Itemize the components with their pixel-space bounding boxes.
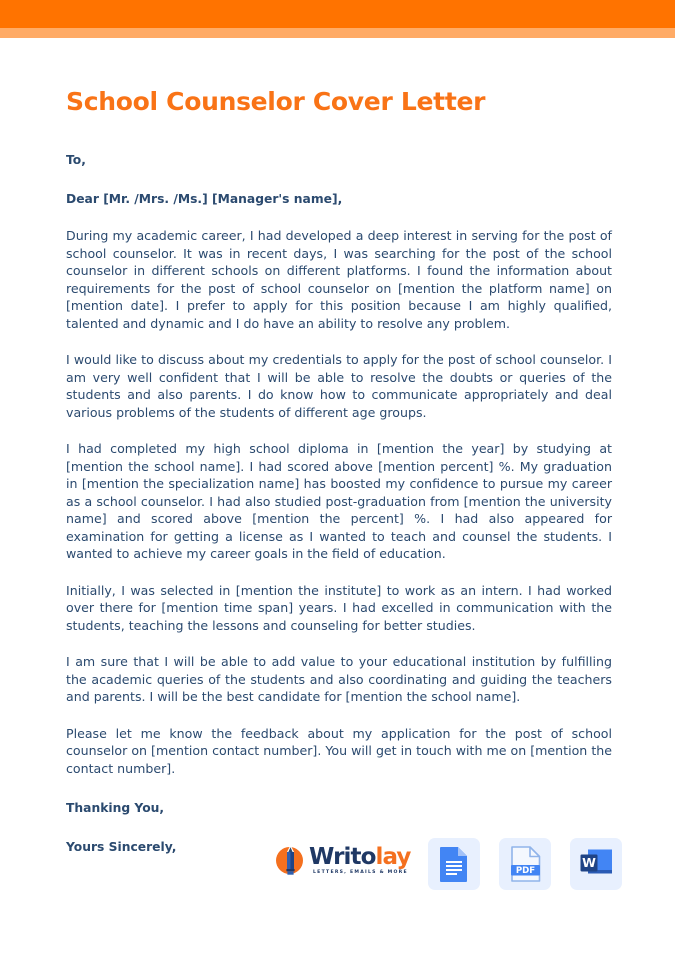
closing-yours-sincerely: Yours Sincerely, (66, 840, 177, 855)
logo-name-part1: Writo (309, 843, 376, 870)
logo-name-part2: lay (375, 843, 411, 870)
google-docs-icon (439, 846, 469, 882)
letter-paragraph: Please let me know the feedback about my application for the post of school counselor on [mention contact number]. You will get in touch with me on [mention the contact number]. (66, 725, 612, 776)
header-accent-bar (0, 0, 675, 28)
letter-paragraph: I had completed my high school diploma in [mention the year] by studying at [mention the school name]. I had scored above [mention percent] %. My graduation in [mention the specialization name] has boosted my confidence to pursue my career as a school counselor. I had also studied post-graduation from [mention the university name] and scored above [mention the percent] %. I had also appeared for examination for getting a license as I wanted to teach and counsel the students. I wanted to achieve my career goals in the field of education. (66, 441, 612, 562)
svg-text:PDF: PDF (515, 866, 535, 877)
logo-wordmark (309, 843, 411, 875)
letter-paragraph: During my academic career, I had developed a deep interest in serving for the post of school counselor. It was in recent days, I was searching for the post of the school counselor in different schools on different platforms. I found the information about requirements for the post of school counselor on [mention the platform name] on [mention date]. I prefer to apply for this position because I am highly qualified, talented and dynamic and I do have an ability to resolve any problem. (66, 228, 612, 331)
header-secondary-bar (0, 28, 675, 38)
letter-paragraph: I would like to discuss about my credentials to apply for the post of school counselor. I am very well confident that I will be able to resolve the doubts or queries of the students and also parents. I do know how to communicate appropriately and deal various problems of the students of different age groups. (66, 352, 612, 420)
writolay-logo[interactable] (276, 845, 411, 875)
logo-tagline: LETTERS, EMAILS & MORE (313, 869, 408, 875)
svg-text:W: W (581, 854, 596, 870)
download-word-button[interactable] (570, 838, 622, 890)
closing-thanking-you: Thanking You, (66, 801, 165, 816)
letter-paragraph: I am sure that I will be able to add value to your educational institution by fulfilling the academic queries of the students and also coordinating and guiding the teachers and parents. I will be the best candidate for [mention the school name]. (66, 654, 612, 705)
pdf-file-icon (510, 846, 541, 882)
download-pdf-button[interactable] (499, 838, 551, 890)
download-format-buttons (428, 838, 622, 890)
download-google-docs-button[interactable] (428, 838, 480, 890)
letter-paragraph: Initially, I was selected in [mention the institute] to work as an intern. I had worked over there for [mention time span] years. I had excelled in communication with the students, teaching the lessons and counseling for better studies. (66, 582, 612, 633)
page-title: School Counselor Cover Letter (66, 87, 486, 116)
word-document-icon (580, 848, 613, 881)
pencil-in-circle-icon (276, 845, 306, 875)
logo-name (309, 843, 411, 870)
document-body (0, 38, 675, 857)
pencil-icon (286, 845, 295, 875)
salutation-dear: Dear [Mr. /Mrs. /Ms.] [Manager's name], (66, 191, 343, 206)
salutation-to: To, (66, 152, 86, 167)
